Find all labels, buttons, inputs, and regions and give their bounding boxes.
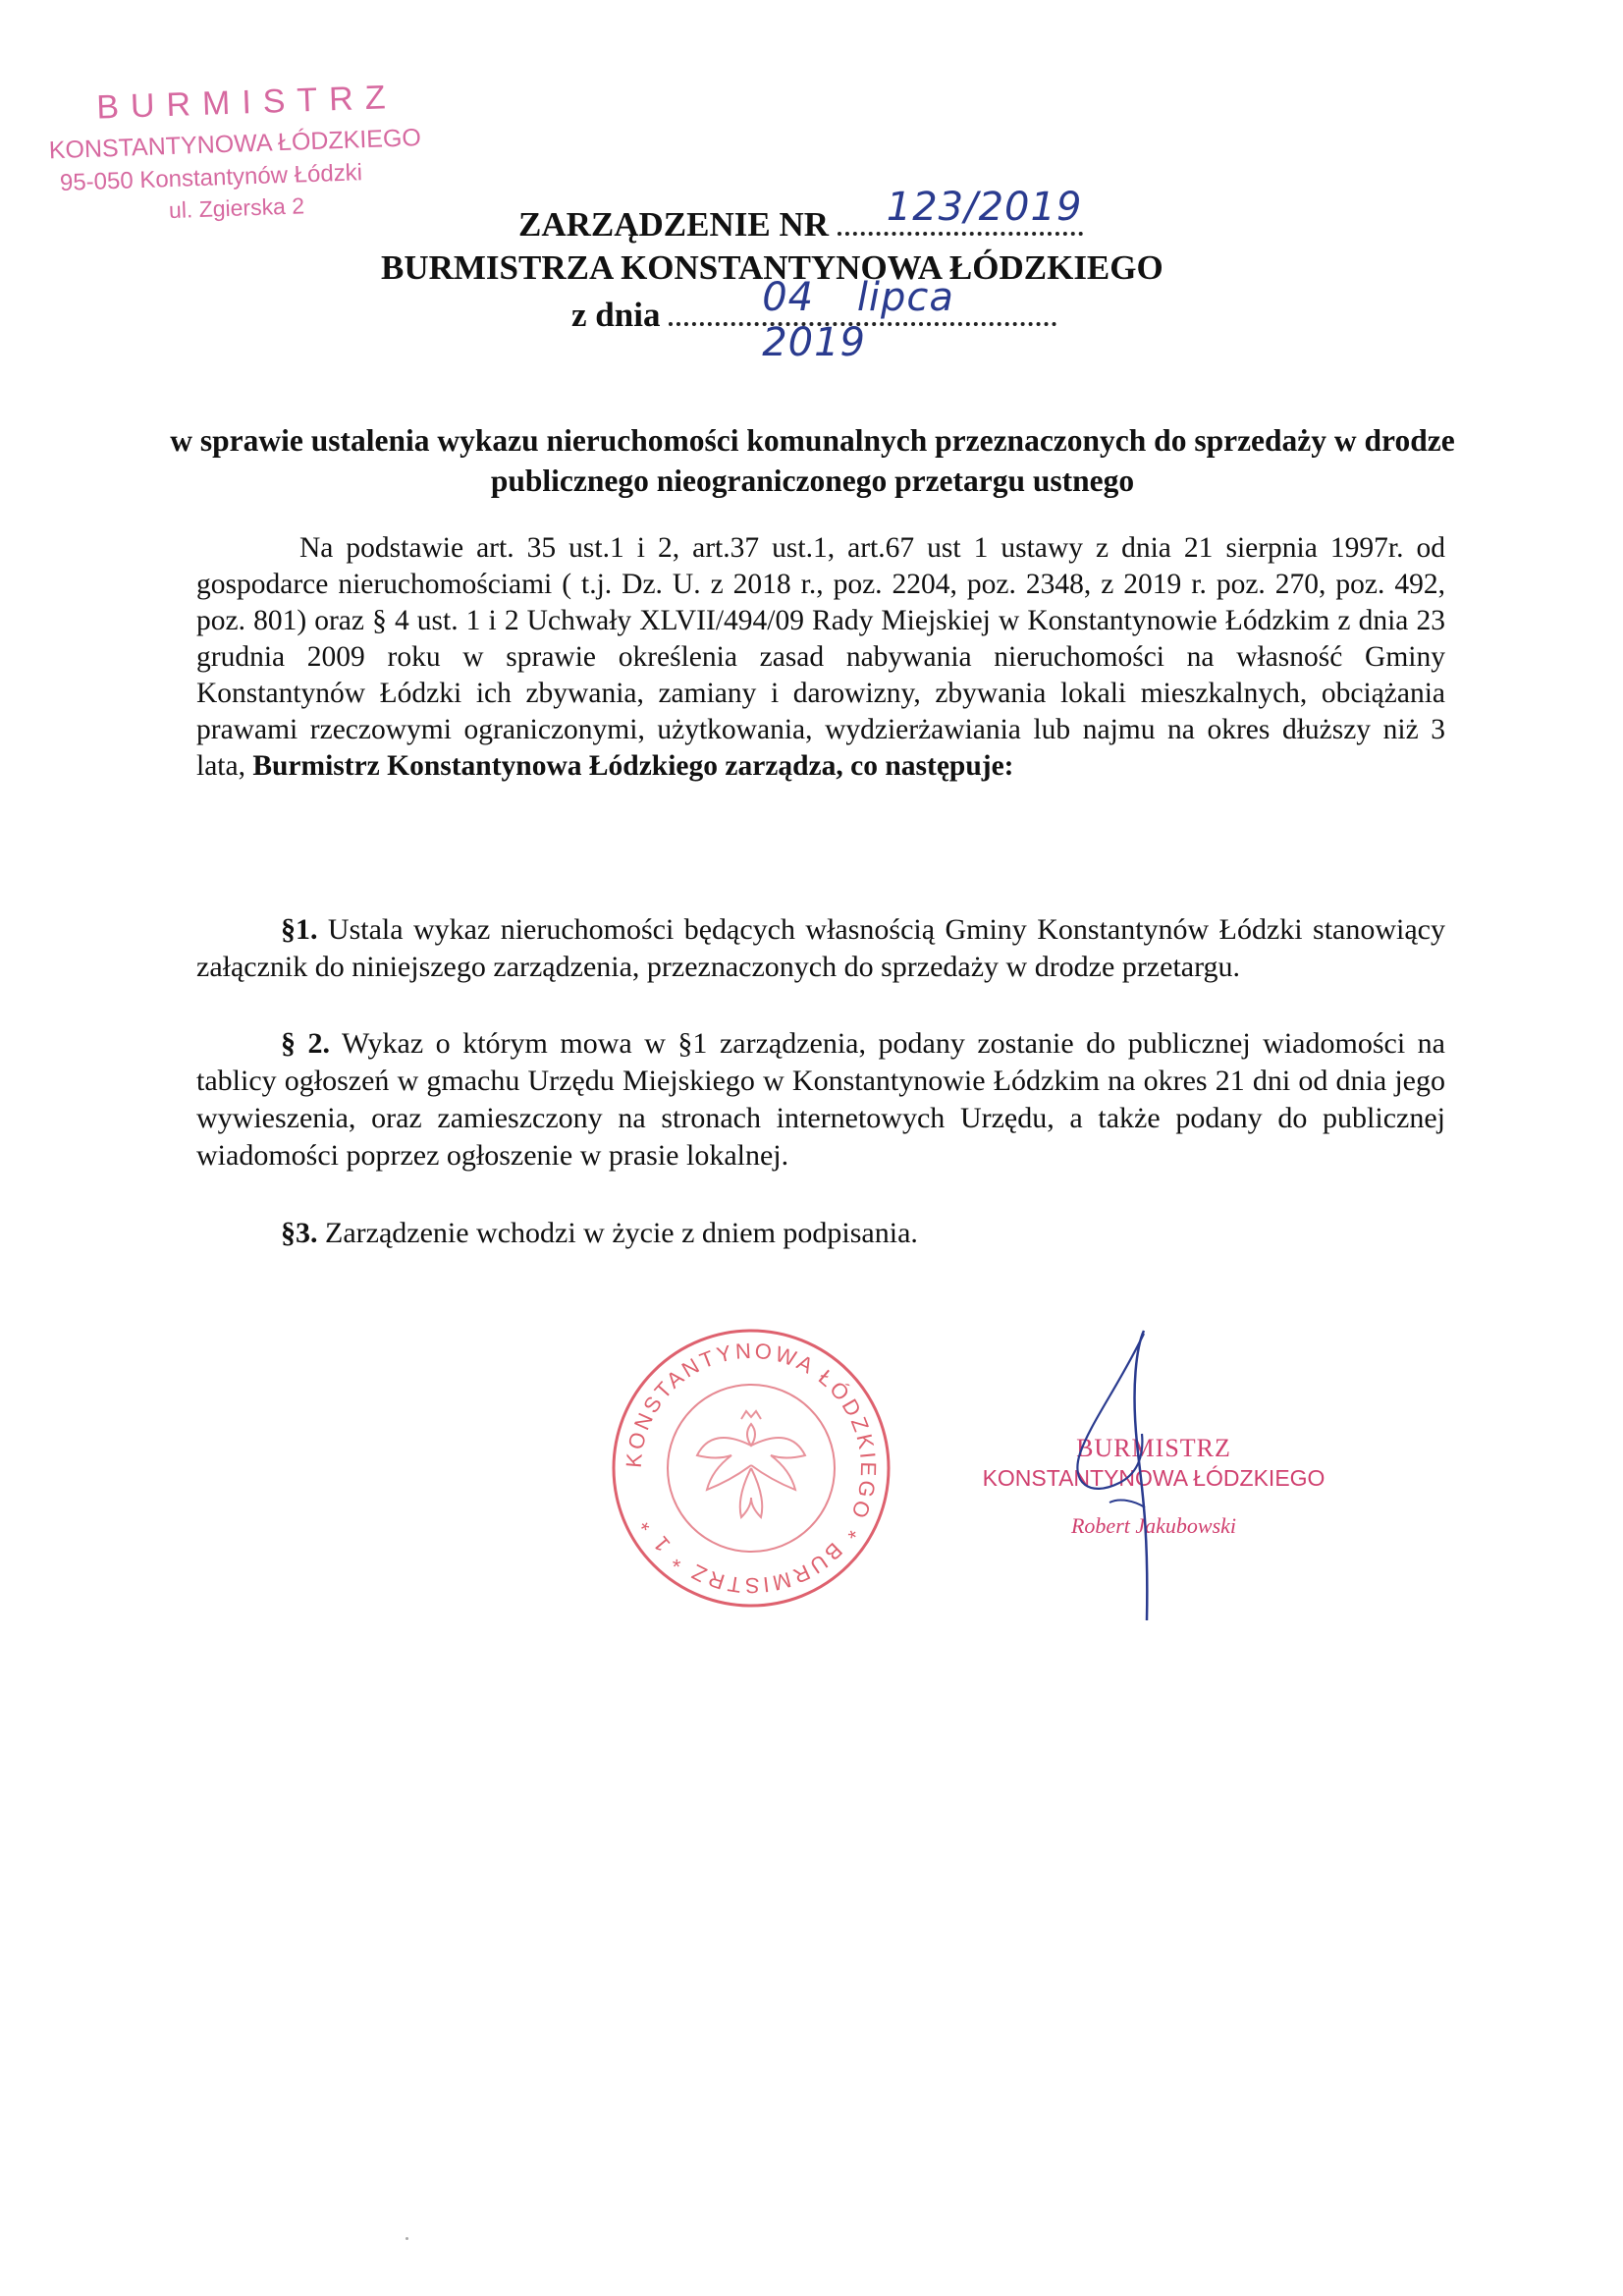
section-3-text: Zarządzenie wchodzi w życie z dniem podpisania.	[325, 1217, 918, 1249]
section-1-mark: §1.	[281, 913, 318, 946]
document-subject: w sprawie ustalenia wykazu nieruchomości komunalnych przeznaczonych do sprzedaży w drodze publicznego nieograniczonego przetargu ustnego	[170, 423, 1455, 498]
eagle-emblem-icon	[697, 1411, 805, 1517]
section-3-mark: §3.	[281, 1217, 318, 1249]
document-date-field	[669, 275, 1056, 365]
document-title-text: ZARZĄDZENIE NR	[518, 205, 830, 244]
document-date	[571, 275, 1056, 365]
document-number-field	[838, 185, 1083, 236]
scan-speck	[406, 2237, 408, 2240]
legal-basis-bold-ending: Burmistrz Konstantynowa Łódzkiego zarządza, co następuje:	[252, 750, 1014, 782]
section-2-text: Wykaz o którym mowa w §1 zarządzenia, podany zostanie do publicznej wiadomości na tablicy ogłoszeń w gmachu Urzędu Miejskiego w Konstantynowie Łódzkim na okres 21 dni od dnia jego wywieszenia, oraz zamieszczony na stronach internetowych Urzędu, a także podany do publicznej wiadomości poprzez ogłoszenie w prasie lokalnej.	[196, 1027, 1445, 1172]
legal-basis-text: Na podstawie art. 35 ust.1 i 2, art.37 ust.1, art.67 ust 1 ustawy z dnia 21 sierpnia 1997r. od gospodarce nieruchomościami ( t.j. Dz. U. z 2018 r., poz. 2204, poz. 2348, z 2019 r. poz. 270, poz. 492, poz. 801) oraz § 4 ust. 1 i 2 Uchwały XLVII/494/09 Rady Miejskiej w Konstantynowie Łódzkim z dnia 23 grudnia 2009 roku w sprawie określenia zasad nabywania nieruchomości na własność Gminy Konstantynów Łódzki ich zbywania, zamiany i darowizny, zbywania lokali mieszkalnych, obciążania prawami rzeczowymi ograniczonymi, użytkowania, wydzierżawiania lub najmu na okres dłuższy niż 3 lata,	[196, 532, 1445, 782]
office-stamp-office: KONSTANTYNOWA ŁÓDZKIEGO	[48, 124, 422, 165]
svg-text:KONSTANTYNOWA ŁÓDZKIEGO * BURM	[622, 1339, 881, 1598]
section-1	[196, 911, 1445, 986]
section-2	[196, 1025, 1445, 1175]
section-1-text: Ustala wykaz nieruchomości będących własnością Gminy Konstantynów Łódzki stanowiący załącznik do niniejszego zarządzenia, przeznaczonych do sprzedaży w drodze przetargu.	[196, 913, 1445, 983]
office-stamp-title: BURMISTRZ	[95, 78, 399, 127]
round-seal	[604, 1321, 898, 1615]
section-3	[281, 1215, 1459, 1252]
office-stamp-street: ul. Zgierska 2	[168, 192, 305, 224]
document-date-handwritten: 04 lipca 2019	[762, 275, 954, 365]
document-issuer: BURMISTRZA KONSTANTYNOWA ŁÓDZKIEGO	[381, 248, 1163, 287]
signature-title: BURMISTRZ	[1076, 1434, 1231, 1462]
signature-office: KONSTANTYNOWA ŁÓDZKIEGO	[982, 1465, 1325, 1491]
signature-name: Robert Jakubowski	[1070, 1513, 1237, 1538]
round-seal-text: KONSTANTYNOWA ŁÓDZKIEGO * BURMISTRZ * 1 *	[621, 1338, 882, 1599]
handwritten-signature	[1051, 1326, 1198, 1630]
section-2-mark: § 2.	[281, 1027, 331, 1060]
office-stamp-address: 95-050 Konstantynów Łódzki	[59, 159, 363, 196]
document-date-label: z dnia	[571, 296, 661, 334]
document-title	[518, 185, 1083, 245]
legal-basis-paragraph	[196, 530, 1445, 785]
office-stamp	[37, 71, 474, 233]
document-number-handwritten: 123/2019	[886, 185, 1083, 230]
